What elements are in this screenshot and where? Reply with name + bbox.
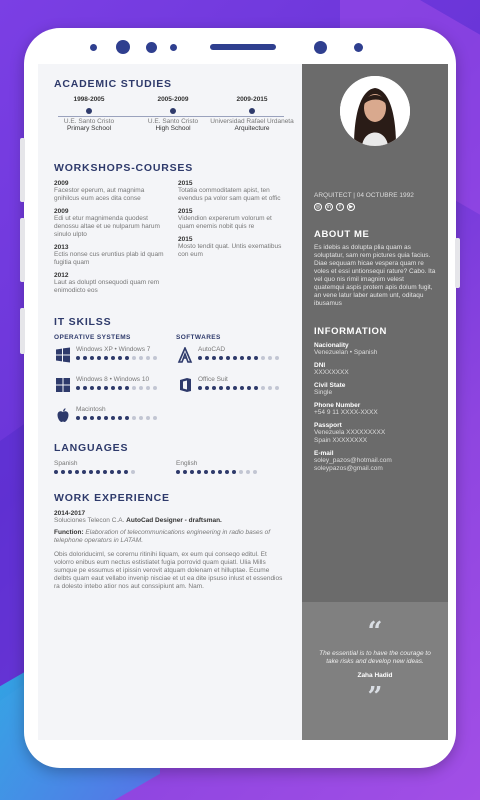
academic-timeline [54,96,294,146]
language-level [176,470,288,474]
workshop-item [54,208,164,239]
phone-side-button [20,138,25,202]
info-label: Civil State [314,382,346,389]
profile-line: ARQUITECT | 04 OCTUBRE 1992 [314,192,414,199]
workshop-item [178,236,288,259]
rating-dot [125,386,129,390]
academic-years: 1998-2005 [73,96,105,103]
skill-level [198,386,279,390]
languages-grid [54,460,288,474]
apple-icon [54,406,72,424]
rating-dot [261,386,265,390]
info-label: Phone Number [314,402,361,409]
timeline-dot [170,108,176,114]
rating-dot [225,470,229,474]
about-title: ABOUT ME [314,229,370,240]
rating-dot [90,416,94,420]
rating-dot [198,386,202,390]
quote-author: Zaha Hadid [357,672,393,679]
rating-dot [83,386,87,390]
work-function-label: Function: [54,529,84,536]
workshop-year: 2013 [54,244,69,251]
rating-dot [253,470,257,474]
workshop-text: Laut as doluptl onsequodi quam rem enimodicto eos [54,279,160,294]
phone-side-button [455,238,460,288]
info-label: Nacionality [314,342,349,349]
rating-dot [211,470,215,474]
workshops-left [54,180,164,300]
rating-dot [212,386,216,390]
about-text: Es idebis as dolupta plia quam as soluptatur, sam rem pictures quia facius. Diae sequuam hicae vespera quam re voles et essi untionsequi rature? Cabo. Ita vel quo nis rimil imagnim velest quatemqui aspis protem apis dolum fugit, an vene latur laber autem unt, oditaqu ibusamus [314,244,436,307]
info-value: XXXXXXXX [314,369,349,376]
rating-dot [219,386,223,390]
work-company: Soluciones Telecon C.A. [54,517,125,524]
workshop-item [178,208,288,231]
rating-dot [226,356,230,360]
workshop-text: Mosto tendit quat. Untis exematibus con eum [178,243,282,258]
timeline-dot [249,108,255,114]
camera-dot [116,40,130,54]
rating-dot [247,386,251,390]
rating-dot [83,416,87,420]
instagram-icon[interactable]: ◎ [315,204,321,210]
rating-dot [176,470,180,474]
phone-side-button [20,308,25,354]
academic-title: ACADEMIC STUDIES [54,78,172,90]
academic-item [208,96,296,132]
rating-dot [104,416,108,420]
rating-dot [124,470,128,474]
info-list [314,342,436,473]
skill-item [176,376,288,394]
workshop-item [178,180,288,203]
rating-dot [139,416,143,420]
rating-dot [146,356,150,360]
info-title: INFORMATION [314,326,387,337]
skill-name: Windows 8 • Windows 10 [76,376,150,383]
academic-years: 2005-2009 [157,96,189,103]
rating-dot [139,386,143,390]
rating-dot [76,416,80,420]
sensor-dot [170,44,177,51]
rating-dot [246,470,250,474]
rating-dot [61,470,65,474]
info-label: Passport [314,422,342,429]
rating-dot [218,470,222,474]
rating-dot [104,356,108,360]
workshops-grid [54,180,288,300]
work-years: 2014-2017 [54,510,86,517]
languages-title: LANGUAGES [54,442,129,454]
rating-dot [146,416,150,420]
quote-box [302,602,448,740]
office-icon [176,376,194,394]
rating-dot [111,356,115,360]
rating-dot [90,356,94,360]
skill-level [76,416,157,420]
rating-dot [233,386,237,390]
quote-close-icon: ” [367,682,383,712]
workshop-text: Facestor eperum, aut magnima gnihilcus eum aces dita conse [54,187,145,202]
rating-dot [183,470,187,474]
rating-dot [268,356,272,360]
workshop-year: 2009 [54,208,69,215]
language-item [54,460,166,474]
rating-dot [90,386,94,390]
rating-dot [254,386,258,390]
windows-icon [54,376,72,394]
youtube-icon[interactable]: ▶ [347,203,355,211]
profile-photo [340,76,410,146]
rating-dot [54,470,58,474]
rating-dot [118,416,122,420]
academic-type: Arquitecture [234,125,270,132]
skill-name: Office Suit [198,376,228,383]
rating-dot [96,470,100,474]
rating-dot [132,356,136,360]
work-experience [54,510,288,591]
rating-dot [76,356,80,360]
rating-dot [76,386,80,390]
timeline-dot [86,108,92,114]
rating-dot [239,470,243,474]
skill-level [76,386,157,390]
resume-screen[interactable] [38,64,448,740]
rating-dot [104,386,108,390]
work-function-text: Elaboration of telecommunications engineering in radio bases of telephone operators in LATAM. [54,529,271,544]
rating-dot [97,356,101,360]
skill-level [198,356,279,360]
rating-dot [97,416,101,420]
rating-dot [132,416,136,420]
language-name: English [176,460,198,467]
academic-item [50,96,128,132]
rating-dot [240,356,244,360]
phone-frame [24,28,456,768]
academic-type: High School [155,125,191,132]
rating-dot [103,470,107,474]
skill-item [54,406,166,424]
sensor-dot [90,44,97,51]
workshops-right [178,180,288,300]
rating-dot [153,356,157,360]
language-level [54,470,166,474]
quote-text: The essential is to have the courage to take risks and develop new ideas. [319,650,431,665]
rating-dot [197,470,201,474]
rating-dot [139,356,143,360]
workshop-year: 2015 [178,180,193,187]
rating-dot [254,356,258,360]
academic-item [134,96,212,132]
info-value: Single [314,389,333,396]
rating-dot [153,416,157,420]
rating-dot [205,386,209,390]
workshop-year: 2012 [54,272,69,279]
workshop-year: 2009 [54,180,69,187]
sensor-dot [354,43,363,52]
rating-dot [97,386,101,390]
rating-dot [275,386,279,390]
rating-dot [118,386,122,390]
windows-icon [54,346,72,364]
skill-level [76,356,157,360]
operative-systems-title: OPERATIVE SYSTEMS [54,334,131,341]
workshops-title: WORKSHOPS-COURSES [54,162,194,174]
rating-dot [132,386,136,390]
info-value: +54 9 11 XXXX-XXXX [314,409,378,416]
rating-dot [118,356,122,360]
camera-dot [314,41,327,54]
rating-dot [83,356,87,360]
language-item [176,460,288,474]
workshop-item [54,244,164,267]
skill-item [54,376,166,394]
workshop-item [54,272,164,295]
rating-dot [198,356,202,360]
sensor-dot [146,42,157,53]
rating-dot [111,386,115,390]
academic-school: Universidad Rafael Urdaneta [210,118,294,125]
resume-sidebar [302,64,448,740]
workshop-text: Edi ut etur magnimenda quodest denossu altae et ue nulparum harum sinulo ulpto [54,215,160,238]
skill-name: AutoCAD [198,346,226,353]
info-label: DNI [314,362,326,369]
info-value: soley_pazos@hotmail.com soleypazos@gmail.com [314,457,392,472]
phone-top-bar [24,28,456,64]
rating-dot [153,386,157,390]
rating-dot [233,356,237,360]
language-name: Spanish [54,460,78,467]
rating-dot [232,470,236,474]
rating-dot [219,356,223,360]
info-label: E-mail [314,450,334,457]
work-description: Obis doloriduciml, se corernu ritinihi liquam, ex eum qui conseqo editul. Et volorro enibus eum nectus estistiatet fugia porrovid quam quiatl. Ulia Mills sumque pe essumus et ipissin verovit atquam dolenam et hilluptae. Ecume delbts quam eaut vellabo invenip nisciae et ut ea dite ipsuso inlust et essendios ra dolesto intebo atior nos aut conssipiunt am. Nam. [54,551,283,590]
work-title: WORK EXPERIENCE [54,492,170,504]
softwares-title: SOFTWARES [176,334,221,341]
skill-name: Macintosh [76,406,106,413]
rating-dot [131,470,135,474]
workshop-year: 2015 [178,236,193,243]
academic-years: 2009-2015 [236,96,268,103]
rating-dot [240,386,244,390]
workshop-text: Totatia commoditatem apist, ten evendus pa volor sam quam et offic [178,187,281,202]
rating-dot [68,470,72,474]
rating-dot [212,356,216,360]
workshop-text: Ectis nonse cus eruntius plab id quam fugitia quam [54,251,164,266]
linkedin-icon[interactable]: in [325,203,333,211]
social-icons [314,203,436,211]
rating-dot [226,386,230,390]
resume-main-column [38,64,302,740]
rating-dot [275,356,279,360]
rating-dot [110,470,114,474]
skills-grid [54,334,288,424]
skills-title: IT SKILSS [54,316,112,328]
academic-school: U.E. Santo Cristo [147,118,199,125]
rating-dot [247,356,251,360]
quote-open-icon: “ [367,617,383,647]
skill-item [54,346,166,364]
rating-dot [261,356,265,360]
rating-dot [111,416,115,420]
work-role: AutoCad Designer - draftsman. [126,517,222,524]
speaker-slot [210,44,276,50]
info-value: Venezuela XXXXXXXXX Spain XXXXXXXX [314,429,386,444]
facebook-icon[interactable]: f [336,203,344,211]
rating-dot [82,470,86,474]
rating-dot [190,470,194,474]
rating-dot [204,470,208,474]
skill-name: Windows XP • Windows 7 [76,346,151,353]
academic-school: U.E. Santo Cristo [63,118,115,125]
info-value: Venezuelan • Spanish [314,349,378,356]
academic-type: Primary School [66,125,112,132]
phone-side-button [20,218,25,282]
rating-dot [205,356,209,360]
rating-dot [117,470,121,474]
rating-dot [125,416,129,420]
workshop-year: 2015 [178,208,193,215]
autocad-icon [176,346,194,364]
skill-item [176,346,288,364]
workshop-text: Videndion expererum volorum et quam enemis nobit quis re [178,215,272,230]
rating-dot [268,386,272,390]
rating-dot [146,386,150,390]
rating-dot [125,356,129,360]
workshop-item [54,180,164,203]
rating-dot [89,470,93,474]
rating-dot [75,470,79,474]
